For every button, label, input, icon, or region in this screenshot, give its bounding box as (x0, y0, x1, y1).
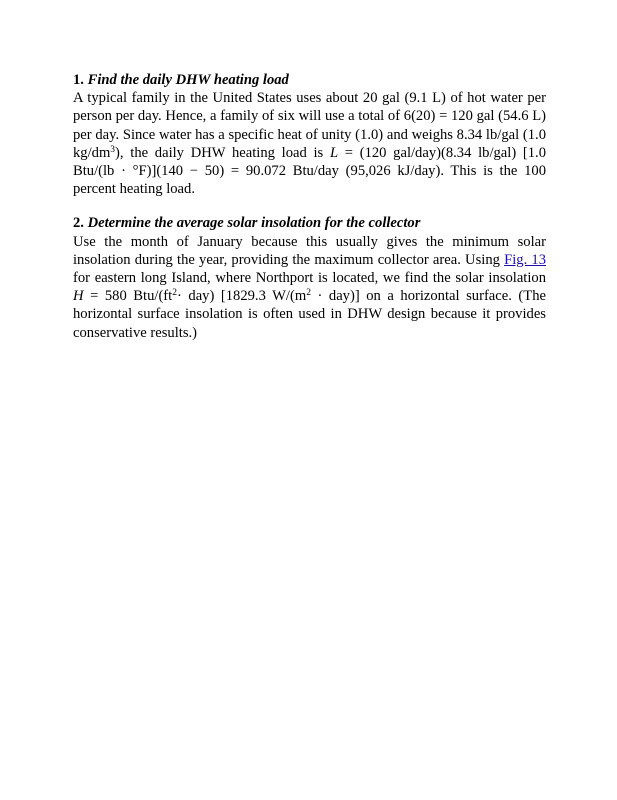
superscript: 2 (306, 288, 311, 299)
section-title: Find the daily DHW heating load (87, 72, 289, 88)
paragraph-text: A typical family in the United States uses about 20 gal (9.1 L) of hot water per person per day. Hence, a family of six will use a total of 6(20) = 120 gal (54.6 L) per day. Since water has a specific heat of unity (1.0) and weighs 8.34 lb/gal (1.0 kg/dm (73, 90, 546, 161)
paragraph-text: for eastern long Island, where Northport is located, we find the solar insolation (73, 270, 546, 287)
section-heading (73, 71, 546, 89)
figure-link[interactable]: Fig. 13 (504, 251, 547, 268)
section-paragraph (73, 233, 546, 342)
variable: L (329, 144, 339, 161)
paragraph-text: · day)] on a horizontal surface. (The horizontal surface insolation is often used in DHW design because it provides conservative results.) (73, 288, 546, 341)
superscript: 3 (110, 144, 116, 155)
section-number: 2. (73, 215, 84, 232)
paragraph-text: = (120 gal/day)(8.34 lb/gal) [1.0 Btu/(lb · °F)](140 − 50) = 90.072 Btu/day (95,026 kJ/day). This is the 100 percent heating load. (73, 144, 546, 198)
superscript: 2 (172, 288, 177, 299)
section-paragraph (73, 89, 546, 198)
section-title: Determine the average solar insolation for the collector (87, 215, 421, 232)
paragraph-text: ), the daily DHW heating load is (115, 144, 330, 161)
document-page (73, 71, 546, 358)
section-number: 1. (73, 72, 84, 88)
section-heading (73, 214, 546, 232)
variable: H (73, 288, 84, 305)
section-2 (73, 214, 546, 341)
section-1 (73, 71, 546, 198)
paragraph-text: = 580 Btu/(ft (83, 288, 173, 305)
paragraph-text: · day) [1829.3 W/(m (176, 288, 307, 305)
paragraph-text: Use the month of January because this usually gives the minimum solar insolation during the year, providing the maximum collector area. Using (73, 233, 546, 268)
